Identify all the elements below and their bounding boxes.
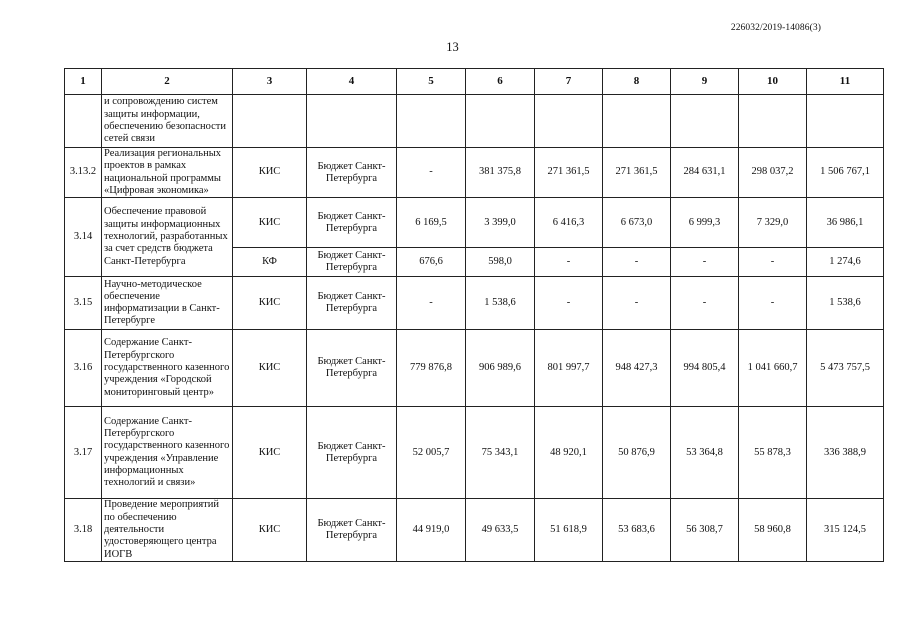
col-header: 5 (397, 69, 466, 95)
value-cell: - (535, 277, 603, 330)
executor: КИС (233, 198, 307, 248)
value-cell: 1 538,6 (466, 277, 535, 330)
executor: КИС (233, 330, 307, 407)
value-cell: 51 618,9 (535, 499, 603, 562)
value-cell: - (535, 248, 603, 277)
value-cell: 36 986,1 (807, 198, 884, 248)
row-name: Реализация региональных проектов в рамках национальной программы «Цифровая экономика» (102, 148, 233, 198)
value-cell: 6 673,0 (603, 198, 671, 248)
value-cell: - (603, 277, 671, 330)
value-cell: 56 308,7 (671, 499, 739, 562)
row-num: 3.18 (65, 499, 102, 562)
value-cell: 271 361,5 (603, 148, 671, 198)
col-header: 8 (603, 69, 671, 95)
executor: КИС (233, 277, 307, 330)
table-row (65, 499, 884, 562)
funding-source: Бюджет Санкт-Петербурга (307, 248, 397, 277)
row-name: Научно-методическое обеспечение информатизации в Санкт-Петербурге (102, 277, 233, 330)
value-cell: 801 997,7 (535, 330, 603, 407)
cell (671, 95, 739, 148)
value-cell: - (739, 248, 807, 277)
value-cell: 49 633,5 (466, 499, 535, 562)
value-cell: 779 876,8 (397, 330, 466, 407)
row-num: 3.17 (65, 407, 102, 499)
value-cell: - (671, 248, 739, 277)
value-cell: 55 878,3 (739, 407, 807, 499)
value-cell: 298 037,2 (739, 148, 807, 198)
col-header: 2 (102, 69, 233, 95)
table-row (65, 330, 884, 407)
cell (397, 95, 466, 148)
value-cell: 1 274,6 (807, 248, 884, 277)
cell (603, 95, 671, 148)
value-cell: 50 876,9 (603, 407, 671, 499)
executor: КИС (233, 407, 307, 499)
col-header: 11 (807, 69, 884, 95)
value-cell: 53 364,8 (671, 407, 739, 499)
executor: КФ (233, 248, 307, 277)
funding-source: Бюджет Санкт-Петербурга (307, 499, 397, 562)
value-cell: 52 005,7 (397, 407, 466, 499)
row-num: 3.15 (65, 277, 102, 330)
value-cell: 44 919,0 (397, 499, 466, 562)
value-cell: 58 960,8 (739, 499, 807, 562)
row-num: 3.13.2 (65, 148, 102, 198)
executor: КИС (233, 499, 307, 562)
table-row (65, 277, 884, 330)
header-row (65, 69, 884, 95)
value-cell: 1 506 767,1 (807, 148, 884, 198)
row-name: Содержание Санкт-Петербургского государственного казенного учреждения «Городской мониторинговый центр» (102, 330, 233, 407)
funding-source: Бюджет Санкт-Петербурга (307, 407, 397, 499)
value-cell: - (397, 148, 466, 198)
value-cell: 6 416,3 (535, 198, 603, 248)
col-header: 9 (671, 69, 739, 95)
funding-source: Бюджет Санкт-Петербурга (307, 330, 397, 407)
cell (807, 95, 884, 148)
value-cell: 53 683,6 (603, 499, 671, 562)
table-row-continuation (65, 95, 884, 148)
value-cell: 5 473 757,5 (807, 330, 884, 407)
value-cell: 75 343,1 (466, 407, 535, 499)
cell (535, 95, 603, 148)
value-cell: 3 399,0 (466, 198, 535, 248)
value-cell: - (739, 277, 807, 330)
value-cell: 48 920,1 (535, 407, 603, 499)
value-cell: 6 169,5 (397, 198, 466, 248)
value-cell: 336 388,9 (807, 407, 884, 499)
value-cell: 6 999,3 (671, 198, 739, 248)
col-header: 3 (233, 69, 307, 95)
cell (466, 95, 535, 148)
table-row (65, 148, 884, 198)
value-cell: 315 124,5 (807, 499, 884, 562)
value-cell: 598,0 (466, 248, 535, 277)
value-cell: 676,6 (397, 248, 466, 277)
value-cell: 284 631,1 (671, 148, 739, 198)
executor: КИС (233, 148, 307, 198)
value-cell: 381 375,8 (466, 148, 535, 198)
col-header: 10 (739, 69, 807, 95)
row-name: Проведение мероприятий по обеспечению деятельности удостоверяющего центра ИОГВ (102, 499, 233, 562)
row-num: 3.16 (65, 330, 102, 407)
col-header: 7 (535, 69, 603, 95)
col-header: 4 (307, 69, 397, 95)
row-name: Обеспечение правовой защиты информационных технологий, разработанных за счет средств бюджета Санкт-Петербурга (102, 198, 233, 277)
funding-source: Бюджет Санкт-Петербурга (307, 148, 397, 198)
value-cell: 906 989,6 (466, 330, 535, 407)
col-header: 6 (466, 69, 535, 95)
row-num: 3.14 (65, 198, 102, 277)
row-num (65, 95, 102, 148)
cell (233, 95, 307, 148)
row-name: и сопровождению систем защиты информации, обеспечению безопасности сетей связи (102, 95, 233, 148)
program-table (64, 68, 884, 562)
funding-source: Бюджет Санкт-Петербурга (307, 198, 397, 248)
table-row (65, 407, 884, 499)
cell (307, 95, 397, 148)
value-cell: 271 361,5 (535, 148, 603, 198)
value-cell: - (603, 248, 671, 277)
row-name: Содержание Санкт-Петербургского государственного казенного учреждения «Управление информационных технологий и связи» (102, 407, 233, 499)
value-cell: - (671, 277, 739, 330)
funding-source: Бюджет Санкт-Петербурга (307, 277, 397, 330)
value-cell: 1 041 660,7 (739, 330, 807, 407)
page-number: 13 (446, 40, 459, 54)
value-cell: 948 427,3 (603, 330, 671, 407)
table-row (65, 198, 884, 248)
value-cell: 1 538,6 (807, 277, 884, 330)
value-cell: 994 805,4 (671, 330, 739, 407)
document-id: 226032/2019-14086(3) (730, 23, 821, 33)
value-cell: 7 329,0 (739, 198, 807, 248)
col-header: 1 (65, 69, 102, 95)
cell (739, 95, 807, 148)
value-cell: - (397, 277, 466, 330)
